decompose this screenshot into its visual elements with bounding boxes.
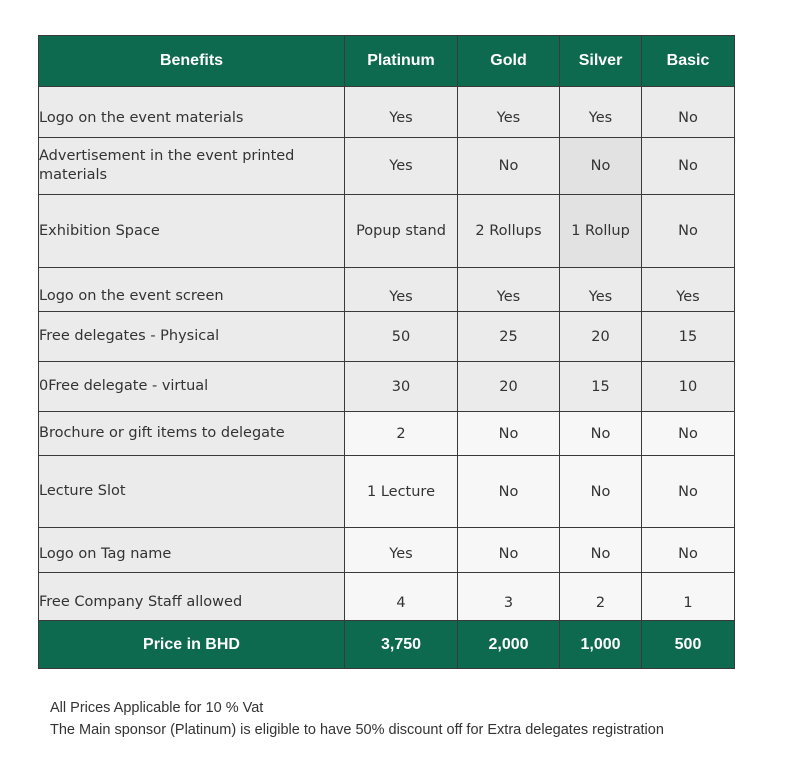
silver-cell: 1 Rollup — [560, 195, 642, 268]
header-silver: Silver — [560, 36, 642, 87]
basic-price: 500 — [642, 621, 735, 669]
gold-price: 2,000 — [458, 621, 560, 669]
header-basic: Basic — [642, 36, 735, 87]
silver-cell: Yes — [560, 268, 642, 312]
benefit-label: Brochure or gift items to delegate — [39, 412, 345, 456]
gold-cell: No — [458, 412, 560, 456]
basic-cell: No — [642, 456, 735, 528]
price-label: Price in BHD — [39, 621, 345, 669]
platinum-cell: Popup stand — [345, 195, 458, 268]
silver-cell: Yes — [560, 87, 642, 138]
benefit-label: Logo on Tag name — [39, 528, 345, 573]
silver-cell: No — [560, 528, 642, 573]
table-row — [39, 268, 735, 312]
silver-cell: No — [560, 412, 642, 456]
basic-cell: 15 — [642, 312, 735, 362]
basic-cell: Yes — [642, 268, 735, 312]
basic-cell: 1 — [642, 573, 735, 621]
gold-cell: 25 — [458, 312, 560, 362]
table-row — [39, 138, 735, 195]
gold-cell: No — [458, 456, 560, 528]
benefit-label: Lecture Slot — [39, 456, 345, 528]
header-benefits: Benefits — [39, 36, 345, 87]
gold-cell: 2 Rollups — [458, 195, 560, 268]
gold-cell: No — [458, 528, 560, 573]
basic-cell: No — [642, 412, 735, 456]
gold-cell: Yes — [458, 268, 560, 312]
platinum-cell: Yes — [345, 87, 458, 138]
table-header-row — [39, 36, 735, 87]
table-row — [39, 573, 735, 621]
benefit-label: 0Free delegate - virtual — [39, 362, 345, 412]
platinum-cell: Yes — [345, 138, 458, 195]
silver-cell: No — [560, 138, 642, 195]
footnotes — [50, 697, 664, 741]
basic-cell: No — [642, 138, 735, 195]
header-platinum: Platinum — [345, 36, 458, 87]
platinum-price: 3,750 — [345, 621, 458, 669]
benefit-label: Logo on the event screen — [39, 268, 345, 312]
benefit-label: Free Company Staff allowed — [39, 573, 345, 621]
platinum-cell: 50 — [345, 312, 458, 362]
header-gold: Gold — [458, 36, 560, 87]
basic-cell: No — [642, 528, 735, 573]
table-row — [39, 528, 735, 573]
benefit-label: Advertisement in the event printed materials — [39, 138, 345, 195]
platinum-cell: Yes — [345, 528, 458, 573]
platinum-cell: 30 — [345, 362, 458, 412]
silver-cell: 20 — [560, 312, 642, 362]
gold-cell: No — [458, 138, 560, 195]
silver-cell: 2 — [560, 573, 642, 621]
gold-cell: 3 — [458, 573, 560, 621]
basic-cell: No — [642, 87, 735, 138]
silver-cell: No — [560, 456, 642, 528]
benefit-label: Free delegates - Physical — [39, 312, 345, 362]
silver-cell: 15 — [560, 362, 642, 412]
platinum-cell: 4 — [345, 573, 458, 621]
discount-note: The Main sponsor (Platinum) is eligible to have 50% discount off for Extra delegates registration — [50, 722, 664, 738]
vat-note: All Prices Applicable for 10 % Vat — [50, 700, 264, 716]
benefits-table — [38, 35, 735, 669]
table-row — [39, 312, 735, 362]
basic-cell: 10 — [642, 362, 735, 412]
basic-cell: No — [642, 195, 735, 268]
table-row — [39, 87, 735, 138]
silver-price: 1,000 — [560, 621, 642, 669]
gold-cell: 20 — [458, 362, 560, 412]
platinum-cell: Yes — [345, 268, 458, 312]
benefit-label: Logo on the event materials — [39, 87, 345, 138]
price-row — [39, 621, 735, 669]
table-row — [39, 362, 735, 412]
table-row — [39, 412, 735, 456]
gold-cell: Yes — [458, 87, 560, 138]
platinum-cell: 2 — [345, 412, 458, 456]
table-row — [39, 195, 735, 268]
platinum-cell: 1 Lecture — [345, 456, 458, 528]
table-row — [39, 456, 735, 528]
benefit-label: Exhibition Space — [39, 195, 345, 268]
